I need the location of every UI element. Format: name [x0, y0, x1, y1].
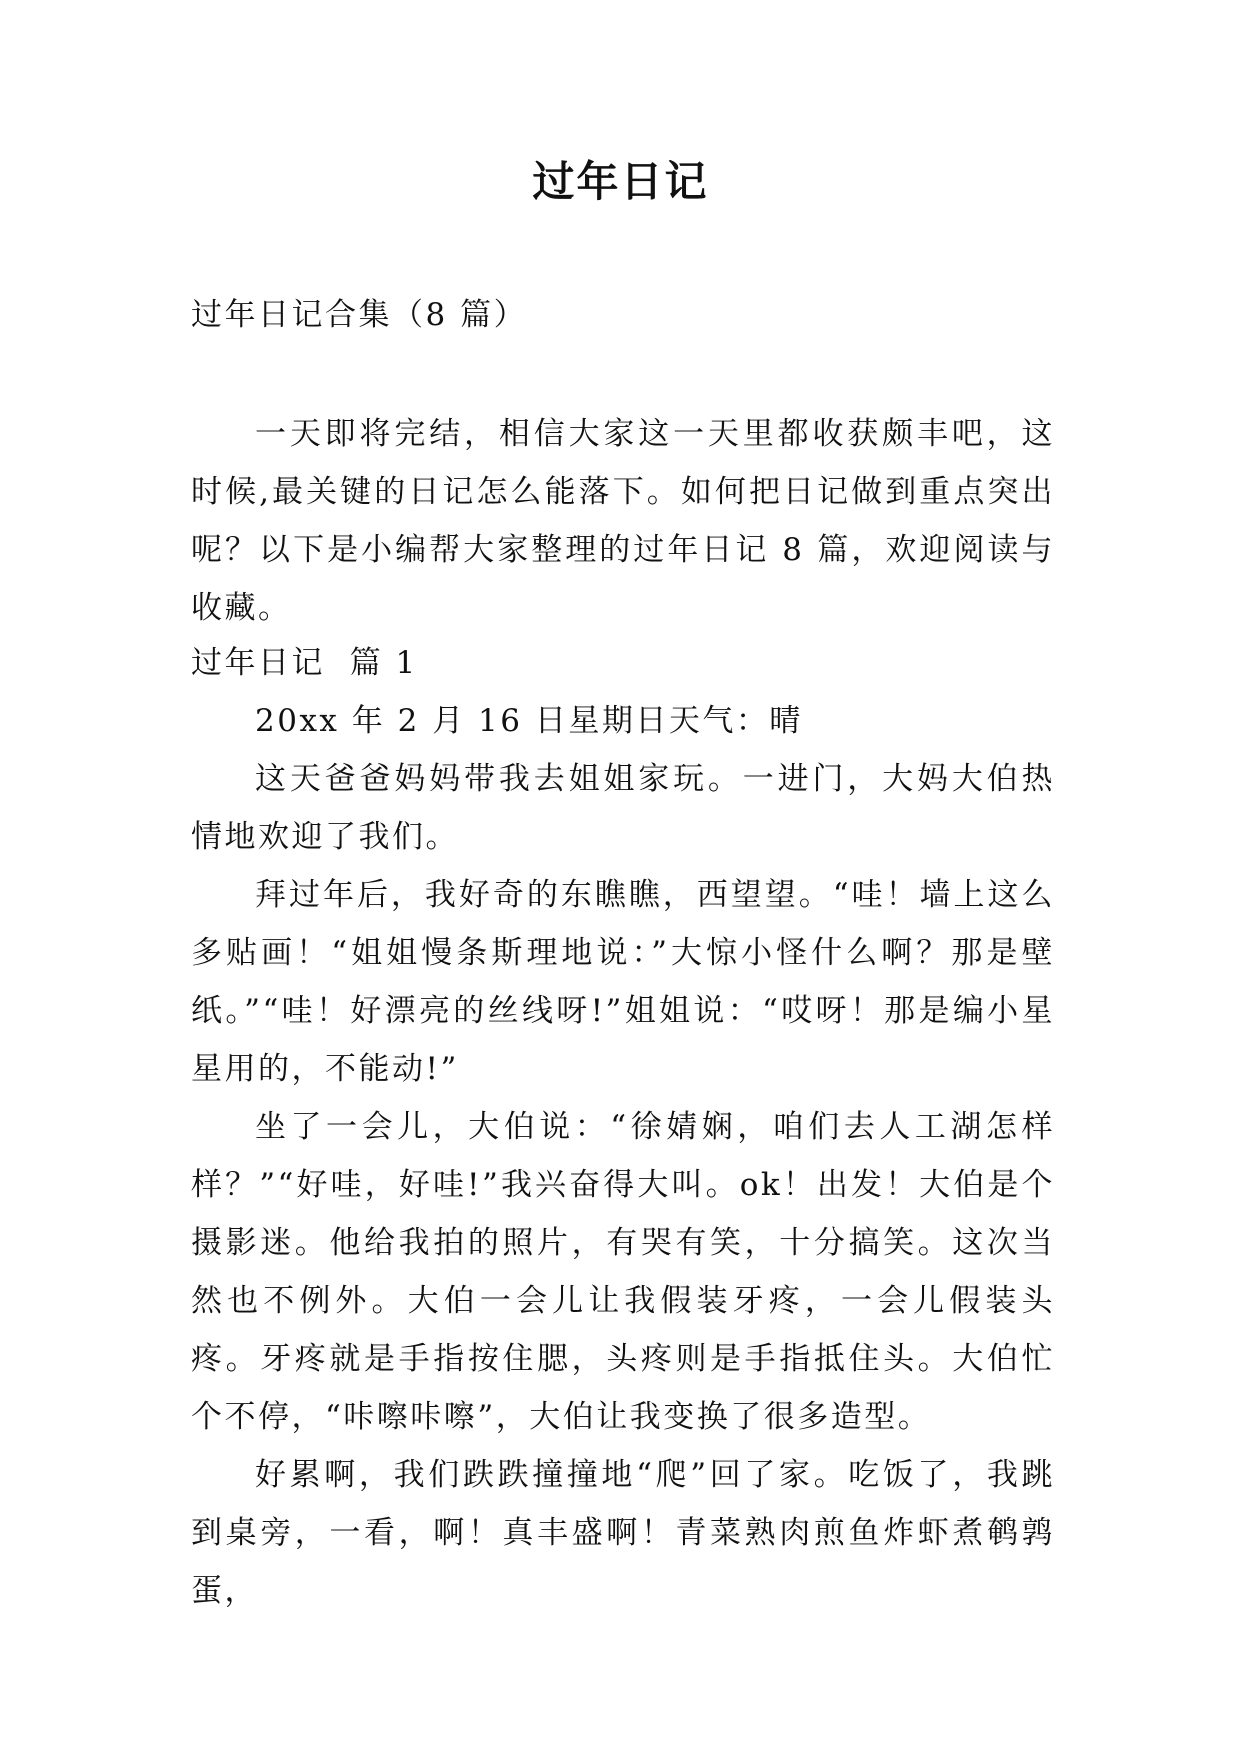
section-heading: 过年日记 篇 1 — [191, 645, 418, 681]
intro-paragraph: 一天即将完结，相信大家这一天里都收获颇丰吧，这时候,最关键的日记怎么能落下。如何把日记做到重点突出呢？以下是小编帮大家整理的过年日记 8 篇，欢迎阅读与收藏。 — [191, 416, 1055, 626]
diary-paragraph: 好累啊，我们跌跌撞撞地“爬”回了家。吃饭了，我跳到桌旁，一看，啊！真丰盛啊！青菜熟肉煎鱼炸虾煮鹌鹑蛋， — [191, 1457, 1055, 1609]
diary-paragraph: 拜过年后，我好奇的东瞧瞧，西望望。“哇！墙上这么多贴画！“姐姐慢条斯理地说：”大惊小怪什么啊？那是壁纸。”“哇！好漂亮的丝线呀!”姐姐说：“哎呀！那是编小星星用的，不能动!” — [191, 877, 1055, 1087]
diary-paragraph: 这天爸爸妈妈带我去姐姐家玩。一进门，大妈大伯热情地欢迎了我们。 — [191, 761, 1055, 855]
diary-section-1 — [191, 634, 1055, 1620]
diary-date-line: 20xx 年 2 月 16 日星期日天气：晴 — [255, 703, 803, 739]
document-title: 过年日记 — [532, 157, 709, 206]
collection-subtitle: 过年日记合集（8 篇） — [191, 297, 528, 333]
diary-paragraph: 坐了一会儿，大伯说：“徐婧娴，咱们去人工湖怎样样？”“好哇，好哇!”我兴奋得大叫。ok！出发！大伯是个摄影迷。他给我拍的照片，有哭有笑，十分搞笑。这次当然也不例外。大伯一会儿让我假装牙疼，一会儿假装头疼。牙疼就是手指按住腮，头疼则是手指抵住头。大伯忙个不停，“咔嚓咔嚓”，大伯让我变换了很多造型。 — [191, 1109, 1055, 1435]
